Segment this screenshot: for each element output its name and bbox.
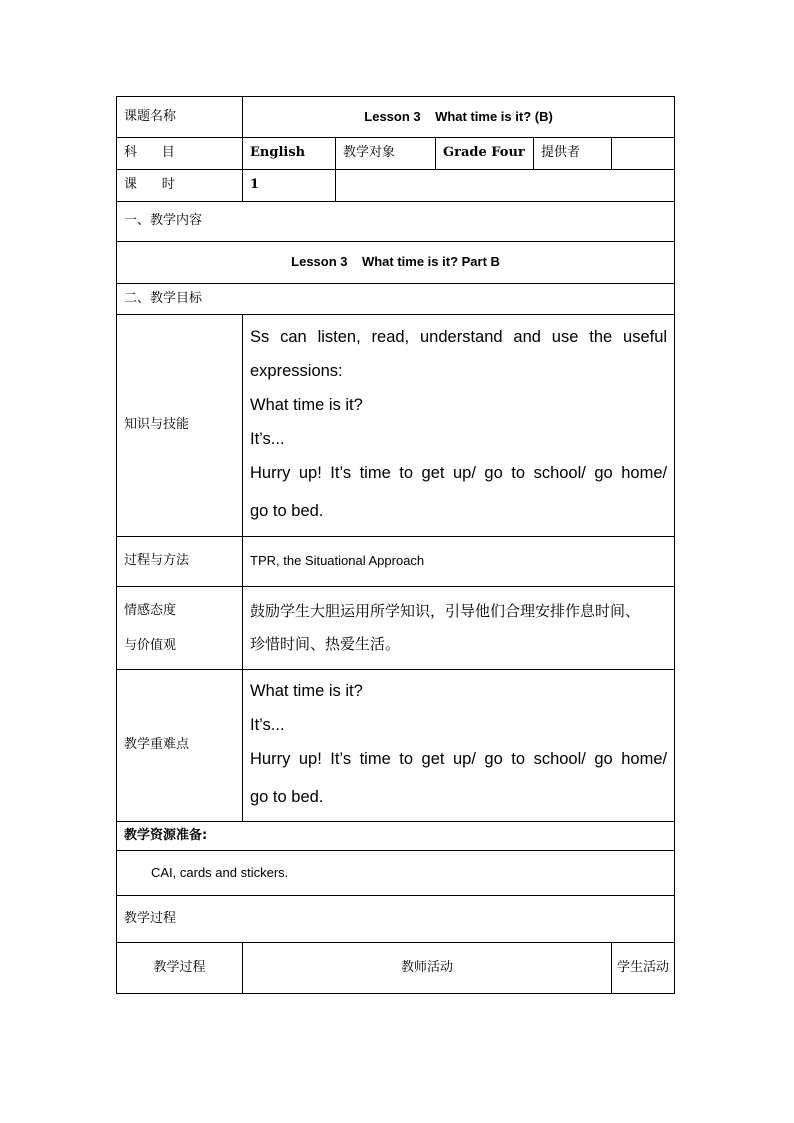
attitude-label-1: 情感态度 (124, 603, 177, 618)
subject-row (117, 138, 675, 170)
lesson-title: Lesson 3 What time is it? (B) (243, 97, 675, 138)
knowledge-cell (243, 315, 675, 537)
key-point-line: go to bed. (250, 787, 324, 806)
process-value: TPR, the Situational Approach (243, 537, 675, 587)
objectives-section-label: 二、教学目标 (117, 284, 675, 315)
attitude-label-cell (117, 587, 243, 670)
knowledge-line: Ss can listen, read, understand and use the useful (250, 327, 668, 346)
title-row (117, 97, 675, 138)
key-point-line: It’s... (250, 715, 285, 734)
knowledge-line: It’s... (250, 429, 285, 448)
title-label: 课题名称 (117, 97, 243, 138)
provider-label: 提供者 (534, 138, 612, 170)
attitude-label-2: 与价值观 (124, 638, 177, 653)
knowledge-line: expressions: (250, 361, 343, 380)
process-row (117, 537, 675, 587)
procedure-section-label: 教学过程 (117, 896, 675, 943)
provider-value (612, 138, 675, 170)
subject-value: English (243, 138, 336, 170)
knowledge-line: What time is it? (250, 395, 363, 414)
period-row (117, 170, 675, 202)
audience-value: Grade Four (436, 138, 534, 170)
attitude-cell (243, 587, 675, 670)
lesson-plan-table (116, 96, 675, 994)
procedure-header-row (117, 943, 675, 994)
content-title-row (117, 242, 675, 284)
key-points-cell (243, 670, 675, 822)
key-points-row (117, 670, 675, 822)
procedure-section-row (117, 896, 675, 943)
knowledge-row (117, 315, 675, 537)
procedure-col-process: 教学过程 (117, 943, 243, 994)
attitude-line: 珍惜时间、热爱生活。 (250, 635, 401, 653)
key-points-lines (250, 674, 667, 818)
subject-label: 科 目 (117, 138, 243, 170)
attitude-row (117, 587, 675, 670)
knowledge-line: Hurry up! It’s time to get up/ go to school/ go home/ (250, 463, 668, 482)
procedure-col-teacher: 教师活动 (243, 943, 612, 994)
resources-value-row (117, 851, 675, 896)
key-point-line: What time is it? (250, 681, 363, 700)
procedure-col-student: 学生活动 (612, 943, 675, 994)
objectives-section-row (117, 284, 675, 315)
key-points-label: 教学重难点 (117, 670, 243, 822)
process-label: 过程与方法 (117, 537, 243, 587)
period-label: 课 时 (117, 170, 243, 202)
lesson-plan-page (116, 96, 674, 994)
resources-label-row (117, 822, 675, 851)
audience-label: 教学对象 (336, 138, 436, 170)
knowledge-label: 知识与技能 (117, 315, 243, 537)
knowledge-line: go to bed. (250, 501, 324, 520)
resources-value: CAI, cards and stickers. (117, 851, 675, 896)
knowledge-lines (250, 320, 667, 532)
content-title: Lesson 3 What time is it? Part B (117, 242, 675, 284)
content-section-label: 一、教学内容 (117, 202, 675, 242)
period-value: 1 (243, 170, 336, 202)
content-section-row (117, 202, 675, 242)
key-point-line: Hurry up! It’s time to get up/ go to school/ go home/ (250, 749, 668, 768)
resources-label: 教学资源准备: (117, 822, 675, 851)
period-empty-cell (336, 170, 675, 202)
attitude-line: 鼓励学生大胆运用所学知识，引导他们合理安排作息时间、 (250, 602, 641, 620)
